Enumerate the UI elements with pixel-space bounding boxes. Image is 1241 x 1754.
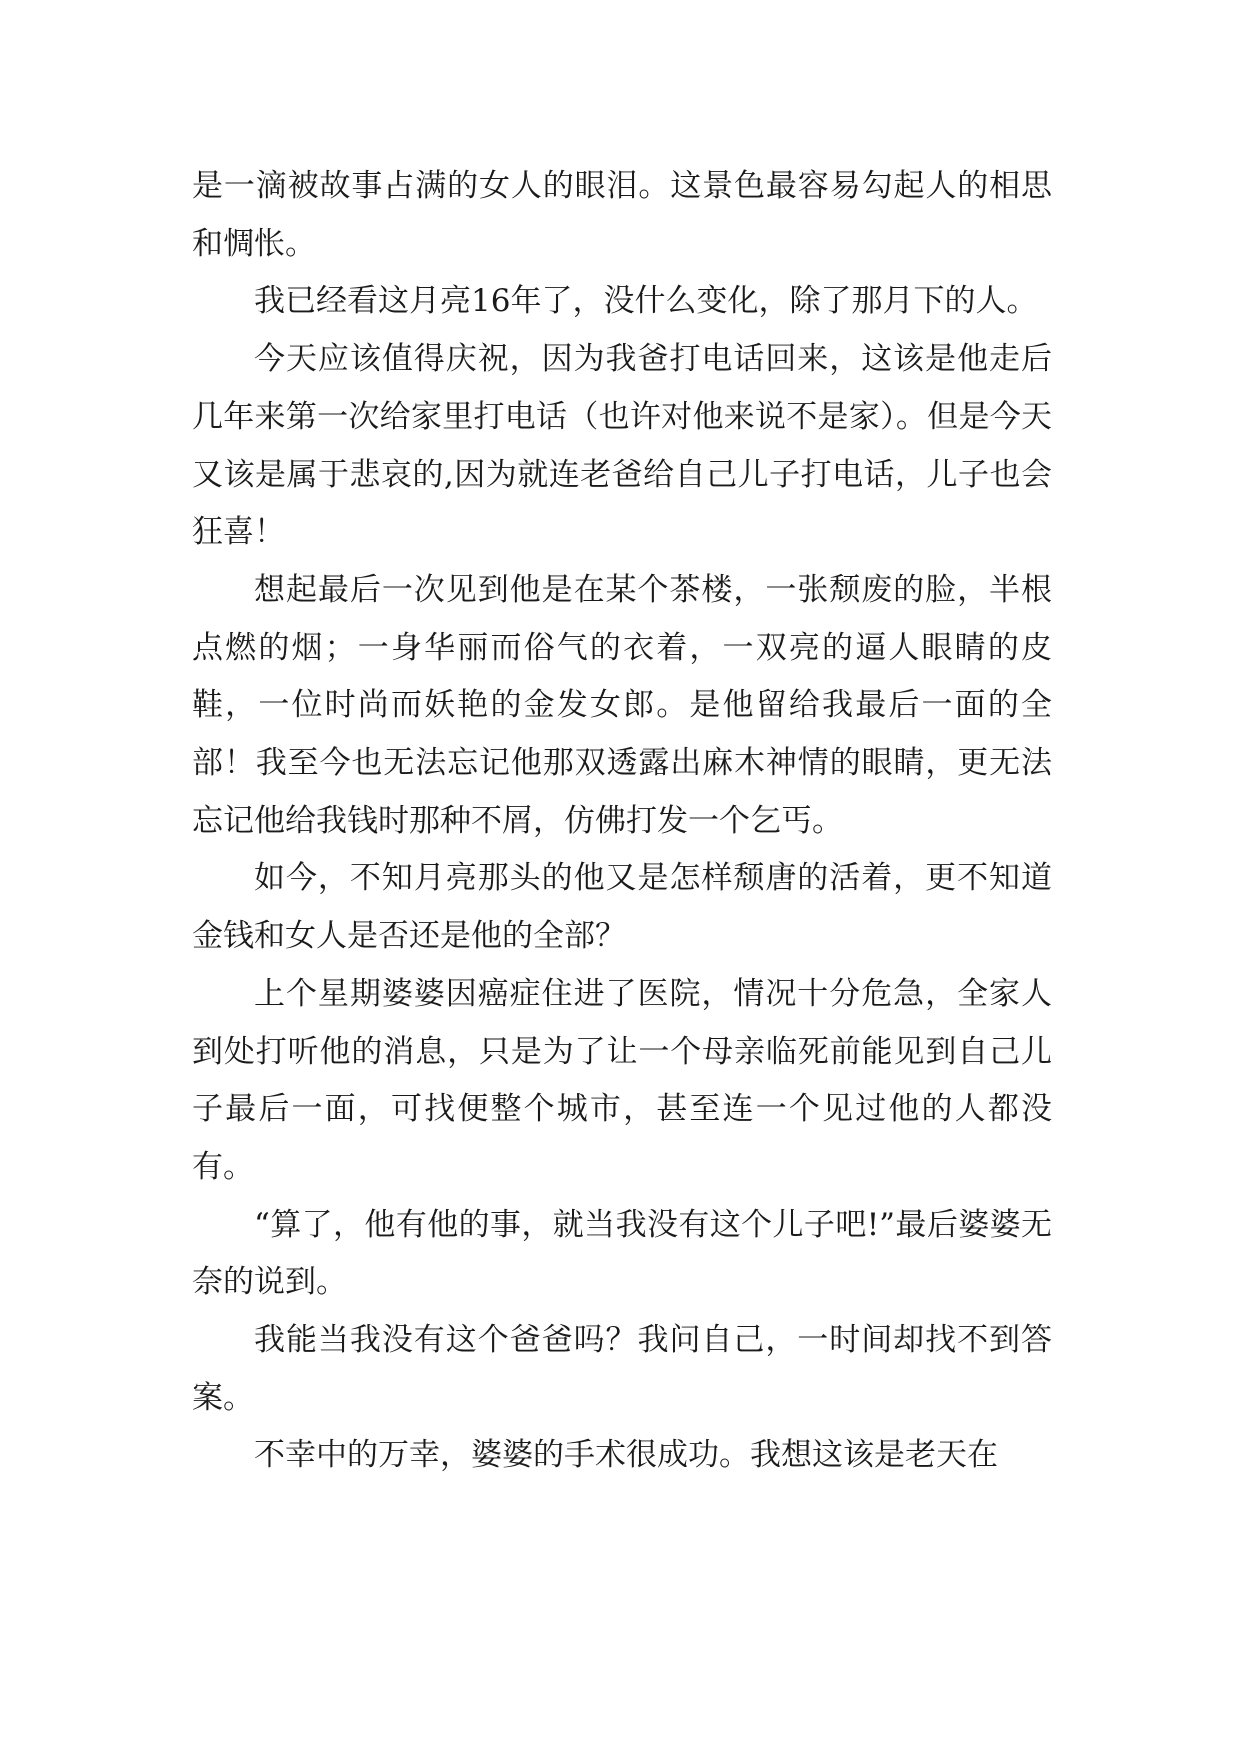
paragraph-5: 如今，不知月亮那头的他又是怎样颓唐的活着，更不知道金钱和女人是否还是他的全部？ (192, 860, 1052, 955)
paragraph-6: 上个星期婆婆因癌症住进了医院，情况十分危急，全家人到处打听他的消息，只是为了让一个母亲临死前能见到自己儿子最后一面，可找便整个城市，甚至连一个见过他的人都没有。 (192, 975, 1052, 1185)
paragraph-9: 不幸中的万幸，婆婆的手术很成功。我想这该是老天在 (254, 1437, 998, 1474)
paragraph-2: 我已经看这月亮16年了，没什么变化，除了那月下的人。 (254, 283, 1038, 320)
paragraph-8: 我能当我没有这个爸爸吗？我问自己，一时间却找不到答案。 (192, 1322, 1052, 1416)
body-text (192, 158, 1052, 1485)
paragraph-4: 想起最后一次见到他是在某个茶楼，一张颓废的脸，半根点燃的烟；一身华丽而俗气的衣着，一双亮的逼人眼睛的皮鞋，一位时尚而妖艳的金发女郎。是他留给我最后一面的全部！我至今也无法忘记他那双透露出麻木神情的眼睛，更无法忘记他给我钱时那种不屑，仿佛打发一个乞丐。 (192, 571, 1052, 839)
paragraph-7: “算了，他有他的事，就当我没有这个儿子吧!”最后婆婆无奈的说到。 (192, 1206, 1052, 1301)
paragraph-3: 今天应该值得庆祝，因为我爸打电话回来，这该是他走后几年来第一次给家里打电话（也许对他来说不是家）。但是今天又该是属于悲哀的,因为就连老爸给自己儿子打电话，儿子也会狂喜！ (192, 341, 1052, 551)
paragraph-1: 是一滴被故事占满的女人的眼泪。这景色最容易勾起人的相思和惆怅。 (192, 168, 1052, 262)
